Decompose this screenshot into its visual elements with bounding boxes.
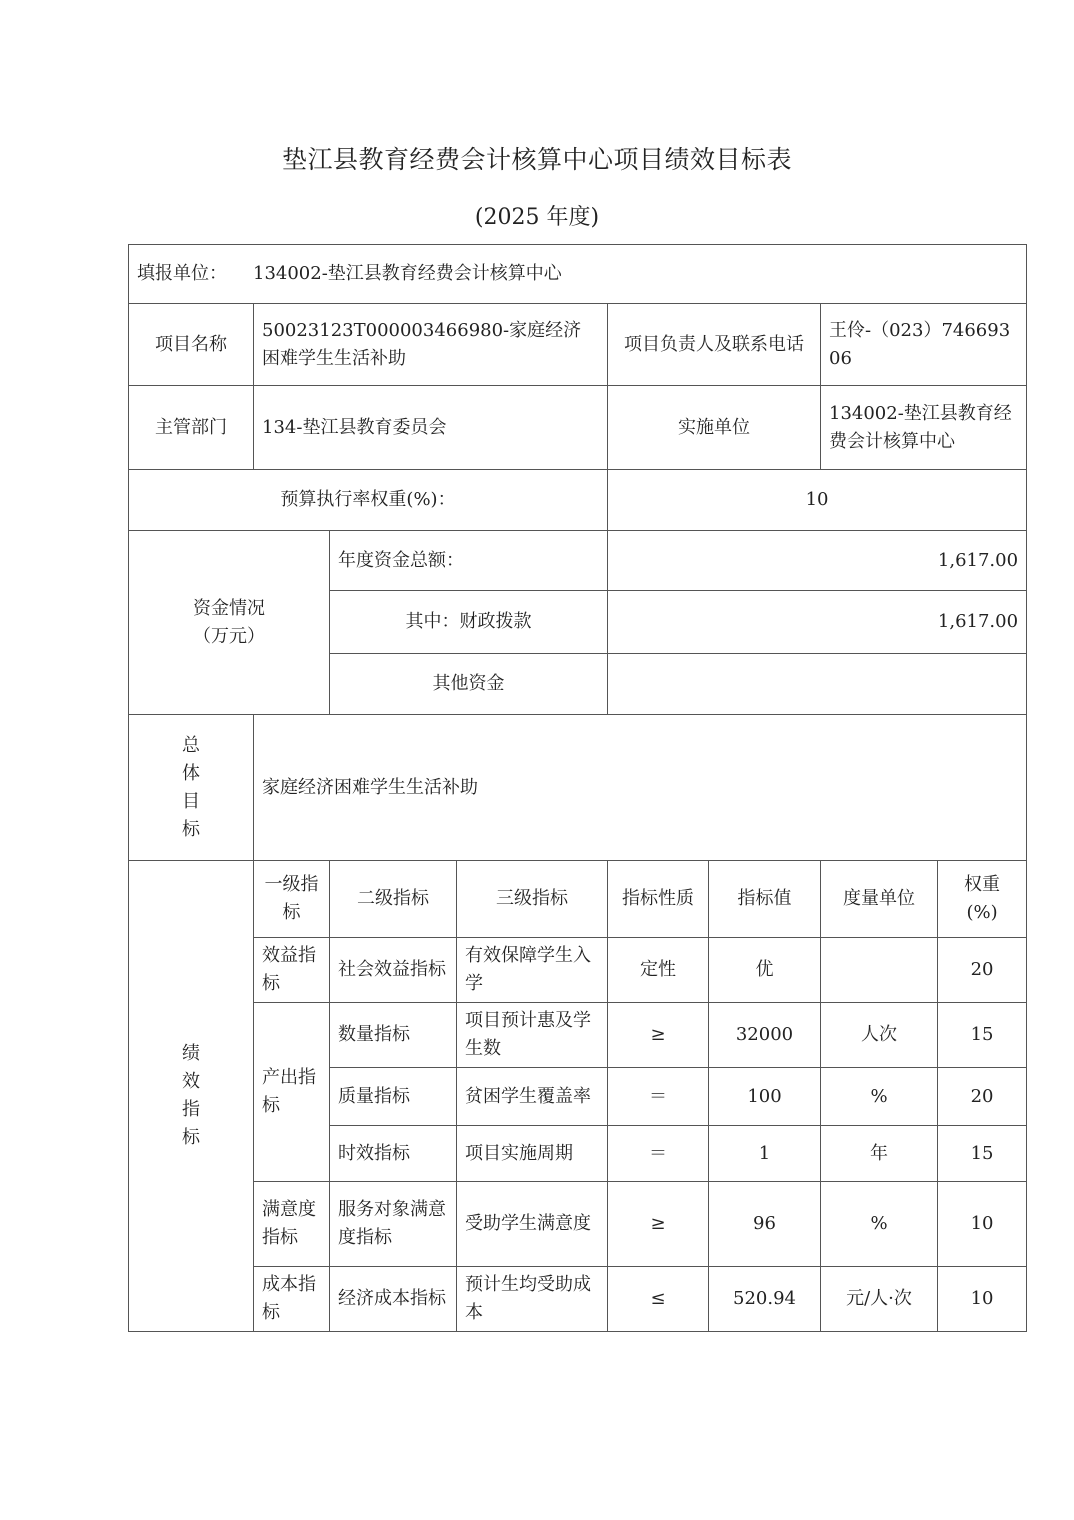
group-satisfaction: 满意度指标 [254, 1182, 330, 1267]
funds-total-value: 1,617.00 [608, 531, 1027, 591]
row-value: 32000 [709, 1003, 821, 1068]
row-weight: 15 [938, 1126, 1027, 1182]
row-level2: 服务对象满意度指标 [330, 1182, 457, 1267]
project-name-value: 50023123T000003466980-家庭经济困难学生生活补助 [254, 304, 608, 386]
row-weight: 20 [938, 1068, 1027, 1126]
reporting-unit-row [129, 245, 1027, 304]
header-weight-line2: (%) [966, 902, 998, 923]
project-contact-label: 项目负责人及联系电话 [608, 304, 821, 386]
row-unit: % [821, 1068, 938, 1126]
department-row [129, 386, 1027, 470]
table-row [129, 1267, 1027, 1332]
funds-fiscal-value: 1,617.00 [608, 591, 1027, 654]
group-output: 产出指标 [254, 1003, 330, 1182]
header-level2: 二级指标 [330, 861, 457, 938]
funds-total-label: 年度资金总额： [330, 531, 608, 591]
row-level3: 受助学生满意度 [457, 1182, 608, 1267]
header-weight [938, 861, 1027, 938]
row-level3: 有效保障学生入学 [457, 938, 608, 1003]
row-nature: ＝ [608, 1068, 709, 1126]
row-level2: 社会效益指标 [330, 938, 457, 1003]
overall-goal-label-char: 总 [182, 734, 200, 756]
row-level2: 数量指标 [330, 1003, 457, 1068]
budget-weight-value: 10 [608, 470, 1027, 531]
row-unit: 人次 [821, 1003, 938, 1068]
project-contact-value: 王伶-（023）74669306 [821, 304, 1027, 386]
row-nature: ＝ [608, 1126, 709, 1182]
reporting-unit-value: 134002-垫江县教育经费会计核算中心 [253, 263, 562, 284]
indicator-header-row [129, 861, 1027, 938]
row-level2: 质量指标 [330, 1068, 457, 1126]
overall-goal-row [129, 715, 1027, 861]
row-unit: 年 [821, 1126, 938, 1182]
funds-total-row [129, 531, 1027, 591]
indicators-label-char: 效 [182, 1071, 200, 1092]
overall-goal-label-char: 标 [182, 818, 200, 840]
reporting-unit-label: 填报单位： [137, 263, 227, 284]
page-title: 垫江县教育经费会计核算中心项目绩效目标表 [281, 145, 792, 174]
group-cost: 成本指标 [254, 1267, 330, 1332]
impl-unit-label: 实施单位 [608, 386, 821, 470]
indicators-label-char: 标 [182, 1127, 200, 1148]
dept-label: 主管部门 [129, 386, 254, 470]
row-nature: ≤ [608, 1267, 709, 1332]
indicators-label-char: 指 [182, 1099, 200, 1120]
funds-label-line1: 资金情况 [193, 597, 265, 619]
funds-fiscal-label: 其中：财政拨款 [330, 591, 608, 654]
project-name-row [129, 304, 1027, 386]
overall-goal-label [129, 715, 254, 861]
row-level3: 贫困学生覆盖率 [457, 1068, 608, 1126]
overall-goal-label-char: 目 [182, 790, 200, 812]
overall-goal-label-char: 体 [182, 762, 200, 784]
project-name-label: 项目名称 [129, 304, 254, 386]
row-level2: 经济成本指标 [330, 1267, 457, 1332]
row-level3: 项目实施周期 [457, 1126, 608, 1182]
row-unit: % [821, 1182, 938, 1267]
header-level1: 一级指标 [254, 861, 330, 938]
overall-goal-text: 家庭经济困难学生生活补助 [254, 715, 1027, 861]
funds-other-label: 其他资金 [330, 654, 608, 715]
row-unit: 元/人·次 [821, 1267, 938, 1332]
budget-weight-label: 预算执行率权重(%)： [129, 470, 608, 531]
header-level3: 三级指标 [457, 861, 608, 938]
performance-target-table [128, 244, 1027, 1332]
table-row [129, 1182, 1027, 1267]
row-value: 96 [709, 1182, 821, 1267]
row-level2: 时效指标 [330, 1126, 457, 1182]
row-weight: 15 [938, 1003, 1027, 1068]
row-unit [821, 938, 938, 1003]
group-benefit: 效益指标 [254, 938, 330, 1003]
row-value: 1 [709, 1126, 821, 1182]
funds-label [129, 531, 330, 715]
row-level3: 预计生均受助成本 [457, 1267, 608, 1332]
header-nature: 指标性质 [608, 861, 709, 938]
header-value: 指标值 [709, 861, 821, 938]
indicators-label [129, 861, 254, 1332]
row-level3: 项目预计惠及学生数 [457, 1003, 608, 1068]
row-value: 优 [709, 938, 821, 1003]
row-value: 520.94 [709, 1267, 821, 1332]
row-weight: 10 [938, 1267, 1027, 1332]
row-value: 100 [709, 1068, 821, 1126]
row-nature: 定性 [608, 938, 709, 1003]
dept-value: 134-垫江县教育委员会 [254, 386, 608, 470]
impl-unit-value: 134002-垫江县教育经费会计核算中心 [821, 386, 1027, 470]
table-row [129, 1003, 1027, 1068]
funds-label-line2: （万元） [193, 625, 265, 647]
header-weight-line1: 权重 [964, 874, 1001, 895]
header-unit: 度量单位 [821, 861, 938, 938]
row-weight: 10 [938, 1182, 1027, 1267]
budget-weight-row [129, 470, 1027, 531]
row-nature: ≥ [608, 1182, 709, 1267]
reporting-unit-cell [129, 245, 1027, 304]
row-nature: ≥ [608, 1003, 709, 1068]
row-weight: 20 [938, 938, 1027, 1003]
indicators-label-char: 绩 [182, 1043, 200, 1064]
funds-other-value [608, 654, 1027, 715]
table-row [129, 938, 1027, 1003]
page-subtitle: (2025 年度) [474, 205, 600, 230]
